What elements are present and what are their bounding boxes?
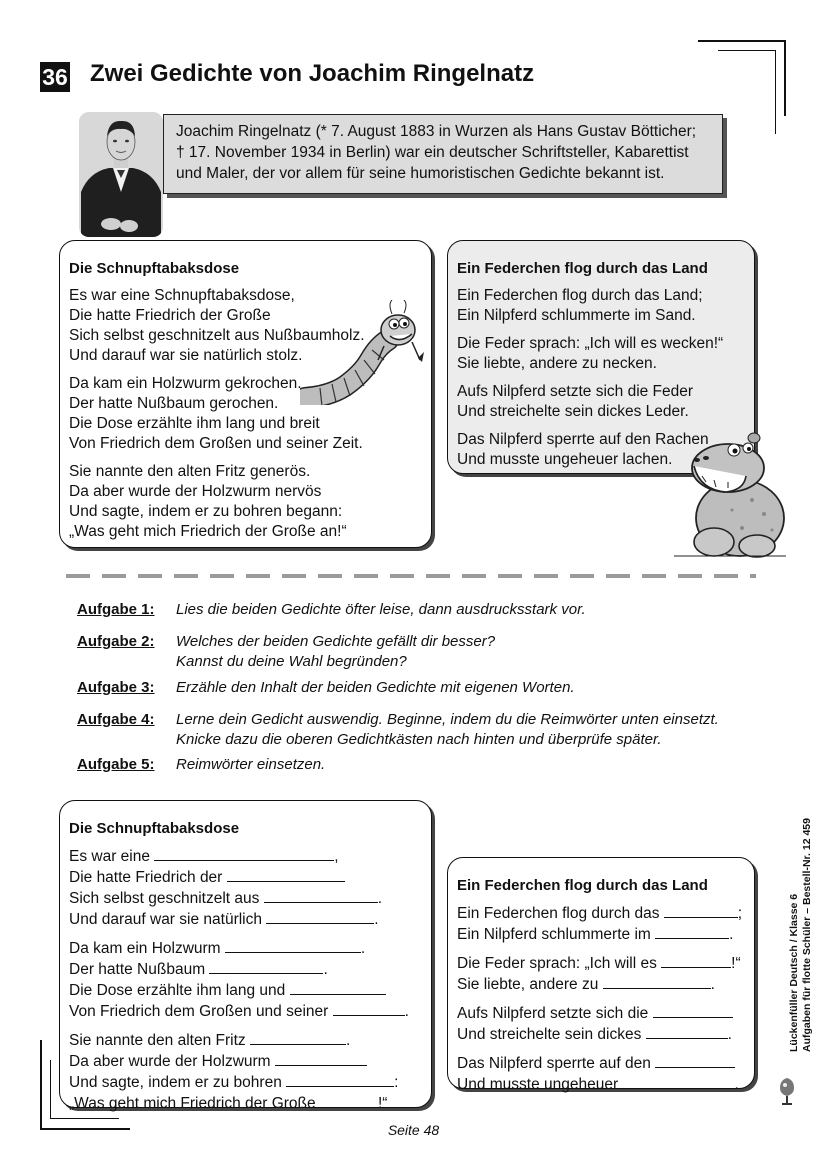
blank-field[interactable] [286,1072,394,1087]
poem-stanza [457,286,754,326]
cloze-line: Und musste ungeheuer . [457,1076,739,1093]
cloze-stanza [457,1053,754,1095]
blank-field[interactable] [290,980,386,995]
blank-field[interactable] [603,974,711,989]
blank-field[interactable] [225,938,361,953]
cloze-line: Sie liebte, andere zu . [457,976,715,993]
cloze-stanza [69,1030,431,1114]
cloze-stanza [457,953,754,995]
poem-line: Und sagte, indem er zu bohren begann: [69,503,343,520]
cloze-line: Und darauf war sie natürlich . [69,911,379,928]
poem-title: Die Schnupftabaksdose [69,260,240,277]
side-text-line: Lückenfüller Deutsch / Klasse 6 [788,893,800,1052]
poem-line: Es war eine Schnupftabaksdose, [69,287,295,304]
cloze-stanza [69,938,431,1022]
task-text: Reimwörter einsetzen. [176,756,326,773]
cloze-line: Und sagte, indem er zu bohren : [69,1074,399,1091]
bio-line: und Maler, der vor allem für seine humoristischen Gedichte bekannt ist. [176,165,665,182]
poem-line: Ein Nilpferd schlummerte im Sand. [457,307,696,324]
poem-stanza [457,382,754,422]
poem-line: Sie nannte den alten Fritz generös. [69,463,311,480]
blank-field[interactable] [266,909,374,924]
woodworm-illustration [300,300,430,405]
cloze-line: Aufs Nilpferd setzte sich die [457,1003,754,1024]
cloze-box-federchen [447,857,755,1093]
cloze-line: Die hatte Friedrich der [69,867,431,888]
task-2 [77,632,496,670]
poem-line: Von Friedrich dem Großen und seiner Zeit. [69,435,363,452]
task-text: Welches der beiden Gedichte gefällt dir besser? [176,633,496,650]
poem-line: Da aber wurde der Holzwurm nervös [69,483,322,500]
poem-line: Die Feder sprach: „Ich will es wecken!“ [457,335,724,352]
blank-field[interactable] [320,1093,378,1108]
poem-line: Und streichelte sein dickes Leder. [457,403,689,420]
publisher-logo-icon [776,1076,798,1106]
poem-line: Die Dose erzählte ihm lang und breit [69,415,320,432]
task-1 [77,600,586,620]
cloze-line: Die Dose erzählte ihm lang und [69,980,431,1001]
cloze-line: Das Nilpferd sperrte auf den [457,1053,754,1074]
blank-field[interactable] [661,953,731,968]
blank-field[interactable] [655,1053,735,1068]
cloze-line: Ein Federchen flog durch das ; [457,905,743,922]
task-text: Kannst du deine Wahl begründen? [176,653,407,670]
cloze-title: Ein Federchen flog durch das Land [457,877,708,894]
page-number: Seite 48 [387,1122,440,1138]
poem-line: Da kam ein Holzwurm gekrochen. [69,375,302,392]
blank-field[interactable] [250,1030,346,1045]
poem-line: Sich selbst geschnitzelt aus Nußbaumholz. [69,327,365,344]
cloze-line: Von Friedrich dem Großen und seiner . [69,1003,409,1020]
task-text: Knicke dazu die oberen Gedichtkästen nach hinten und überprüfe später. [176,731,662,748]
cloze-stanza [69,846,431,930]
cloze-line: Es war eine , [69,848,339,865]
worksheet-number: 36 [40,62,70,92]
poem-line: Und musste ungeheuer lachen. [457,451,673,468]
task-text: Lies die beiden Gedichte öfter leise, dann ausdrucksstark vor. [176,601,586,618]
poem-stanza [457,334,754,374]
task-label: Aufgabe 5: [77,756,155,773]
task-label: Aufgabe 1: [77,601,155,618]
task-text: Erzähle den Inhalt der beiden Gedichte mit eigenen Worten. [176,679,575,696]
cloze-line: Und streichelte sein dickes . [457,1026,732,1043]
blank-field[interactable] [275,1051,367,1066]
page-title: Zwei Gedichte von Joachim Ringelnatz [90,60,535,87]
cloze-box-schnupftabaksdose [59,800,432,1112]
poem-line: Das Nilpferd sperrte auf den Rachen [457,431,709,448]
task-4 [77,710,719,748]
blank-field[interactable] [264,888,378,903]
side-text-line: Aufgaben für flotte Schüler – Bestell-Nr. 12 459 [801,818,813,1052]
blank-field[interactable] [227,867,345,882]
cloze-line: Sie nannte den alten Fritz . [69,1032,351,1049]
poem-line: Ein Federchen flog durch das Land; [457,287,703,304]
bio-line: Joachim Ringelnatz (* 7. August 1883 in Wurzen als Hans Gustav Bötticher; [176,123,697,140]
bio-line: † 17. November 1934 in Berlin) war ein deutscher Schriftsteller, Kabarettist [176,144,689,161]
cloze-title: Die Schnupftabaksdose [69,820,240,837]
cloze-line: Der hatte Nußbaum . [69,961,328,978]
blank-field[interactable] [622,1074,734,1089]
publisher-side-text [788,818,814,1052]
poem-line: Aufs Nilpferd setzte sich die Feder [457,383,694,400]
blank-field[interactable] [154,846,334,861]
cloze-stanza [457,903,754,945]
task-label: Aufgabe 3: [77,679,155,696]
author-biography [163,114,723,194]
poem-title: Ein Federchen flog durch das Land [457,260,708,277]
section-divider [66,574,756,578]
cloze-stanza [457,1003,754,1045]
poem-line: Die hatte Friedrich der Große [69,307,271,324]
task-label: Aufgabe 2: [77,633,155,650]
cloze-line: Sich selbst geschnitzelt aus . [69,890,383,907]
cloze-line: „Was geht mich Friedrich der Große !“ [69,1095,388,1112]
author-portrait [79,112,163,237]
blank-field[interactable] [646,1024,728,1039]
cloze-line: Da aber wurde der Holzwurm [69,1051,431,1072]
task-3 [77,678,575,698]
poem-line: Und darauf war sie natürlich stolz. [69,347,303,364]
poem-stanza [69,462,431,542]
poem-line: „Was geht mich Friedrich der Große an!“ [69,523,347,540]
task-5 [77,755,326,775]
hippo-illustration [672,430,790,560]
blank-field[interactable] [664,903,738,918]
cloze-line: Die Feder sprach: „Ich will es !“ [457,955,741,972]
blank-field[interactable] [333,1001,405,1016]
cloze-line: Da kam ein Holzwurm . [69,940,366,957]
blank-field[interactable] [653,1003,733,1018]
corner-top-right-inner [718,50,776,134]
cloze-line: Ein Nilpferd schlummerte im . [457,926,734,943]
poem-line: Sie liebte, andere zu necken. [457,355,657,372]
poem-line: Der hatte Nußbaum gerochen. [69,395,279,412]
blank-field[interactable] [209,959,323,974]
blank-field[interactable] [655,924,729,939]
task-text: Lerne dein Gedicht auswendig. Beginne, indem du die Reimwörter unten einsetzt. [176,711,719,728]
task-label: Aufgabe 4: [77,711,155,728]
